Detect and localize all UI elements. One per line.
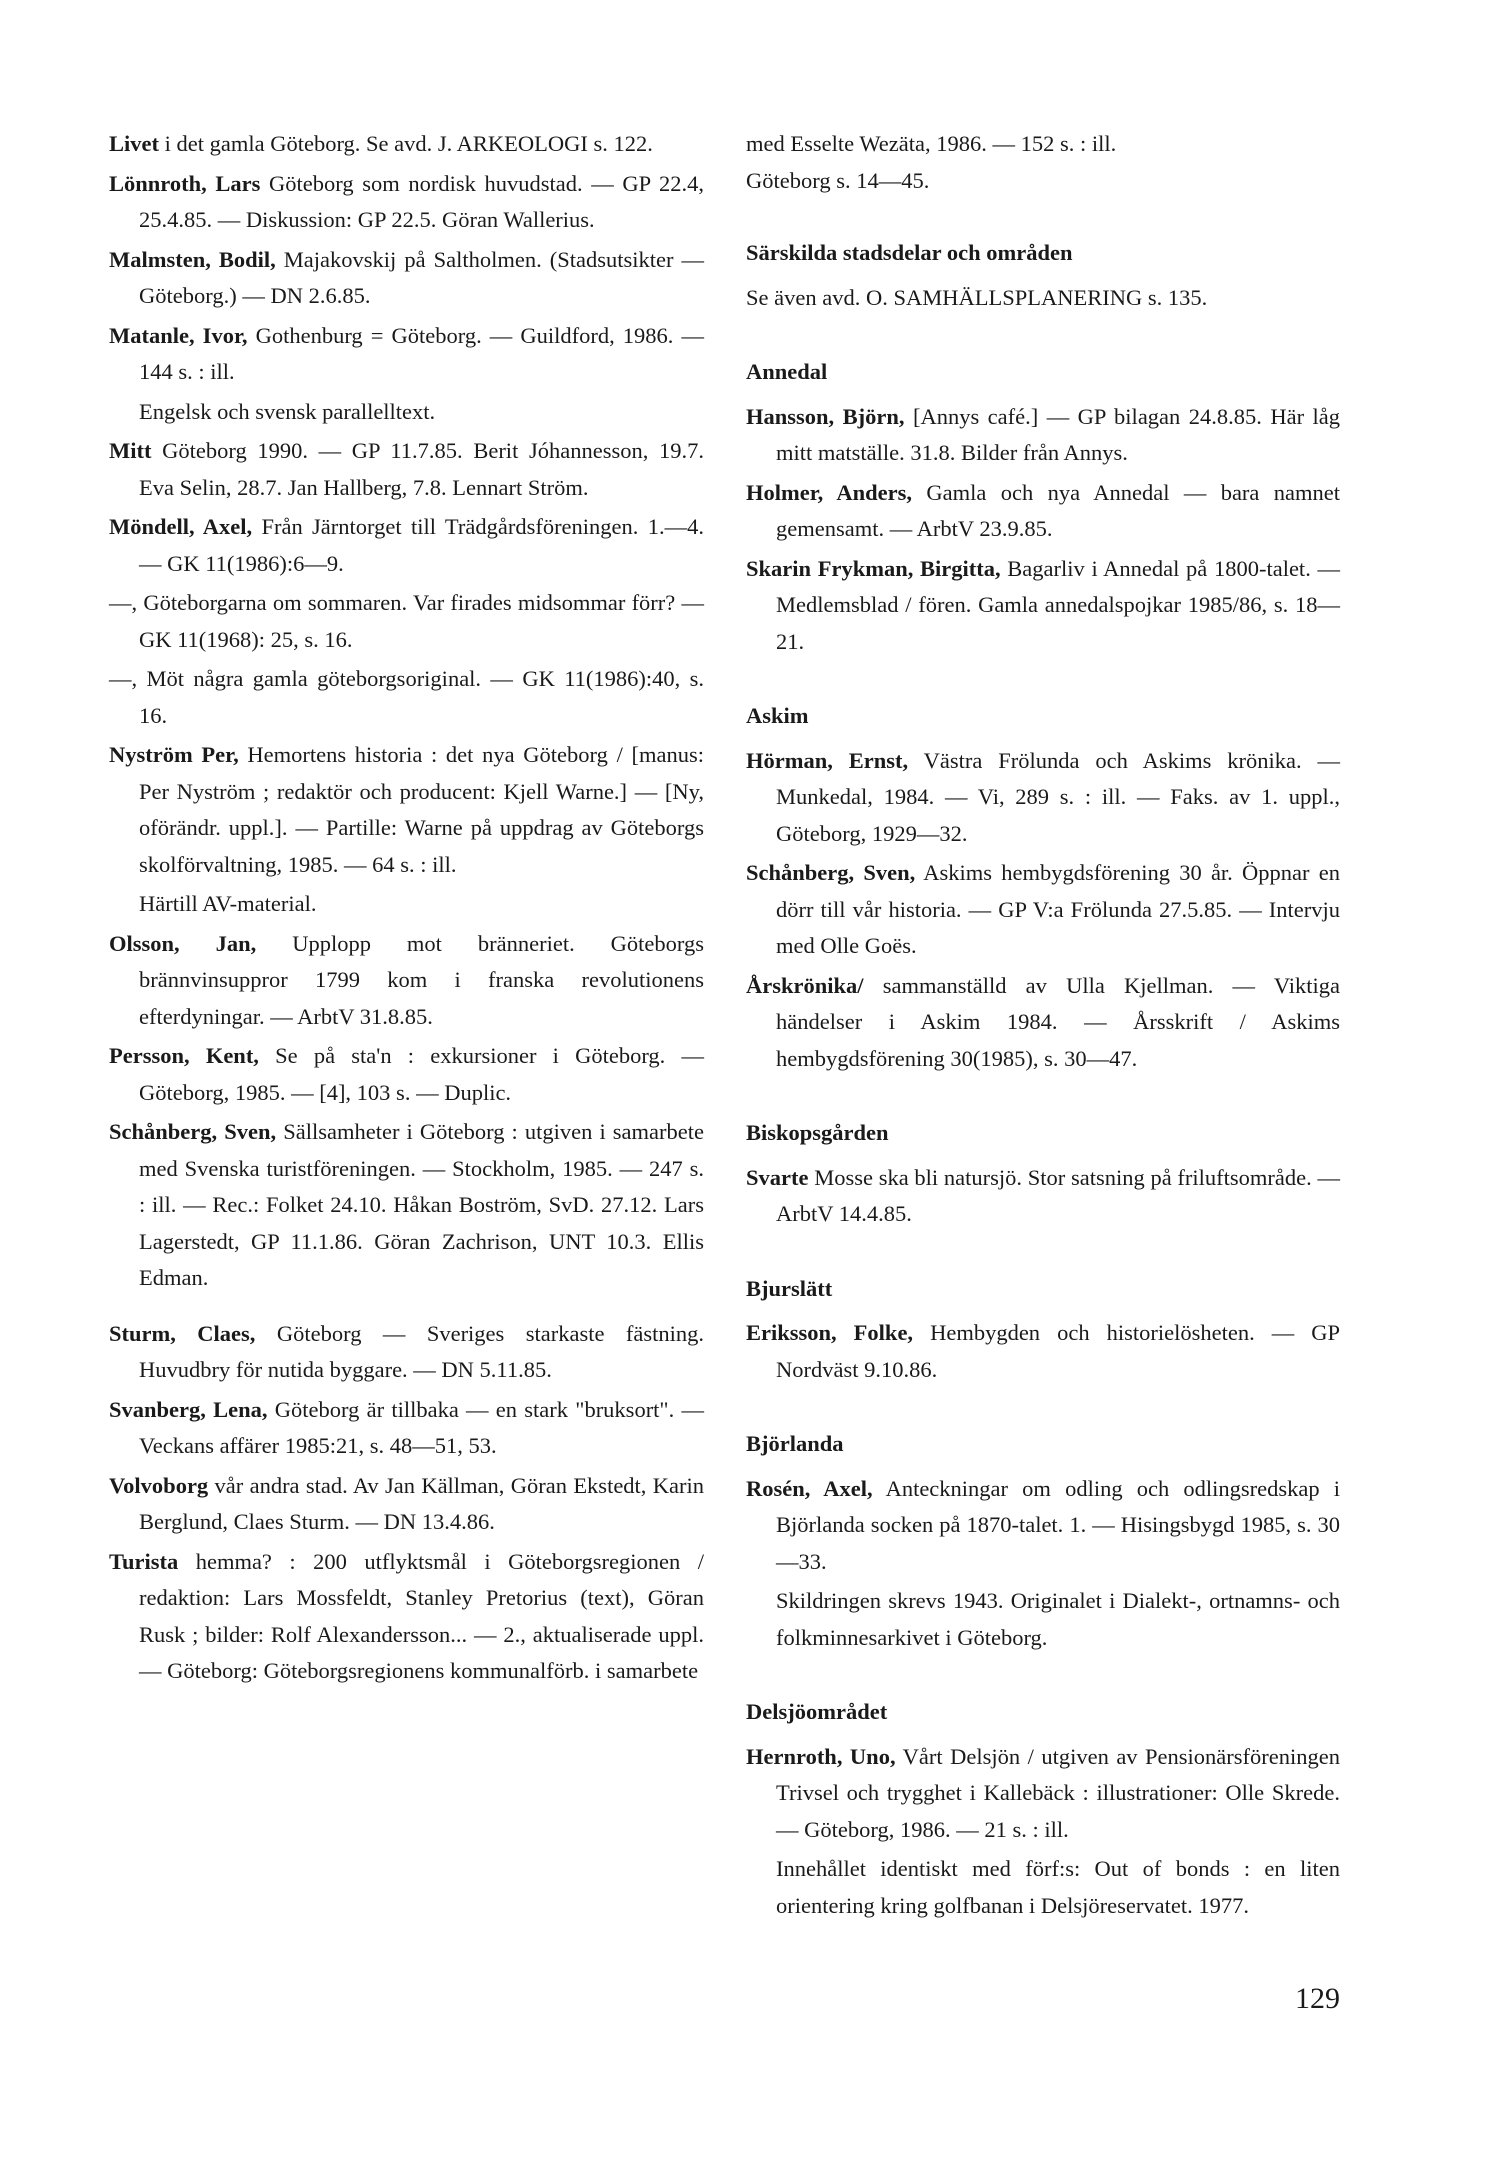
bibliography-entry — [109, 166, 704, 239]
entry-text: Sällsamheter i Göteborg : utgiven i samarbete med Svenska turistföreningen. — Stockholm, 1985. — 247 s. : ill. — Rec.: Folket 24.10. Håkan Boström, SvD. 27.12. Lars Lagerstedt, GP 11.1.86. Göran Zachrison, UNT 10.3. Ellis Edman. — [139, 1119, 704, 1290]
bibliography-entry — [746, 475, 1340, 548]
entry-heading: Eriksson, Folke, — [746, 1320, 914, 1345]
entry-text: Se på sta'n : exkursioner i Göteborg. — Göteborg, 1985. — [4], 103 s. — Duplic. — [139, 1043, 704, 1105]
entry-text: Mosse ska bli natursjö. Stor satsning på friluftsområde. — ArbtV 14.4.85. — [776, 1164, 1340, 1226]
bibliography-entry — [746, 399, 1340, 472]
section-heading: Bjurslätt — [746, 1275, 833, 1301]
entry-text: Gamla och nya Annedal — bara namnet gemensamt. — ArbtV 23.9.85. — [776, 479, 1341, 541]
entry-text: Hemortens historia : det nya Göteborg / [manus: Per Nyström ; redaktör och producent: Kjell Warne.] — [Ny, oförändr. uppl.]. — Partille: Warne på uppdrag av Göteborgs skolförvaltning, 1985. — 64 s. : ill. — [139, 742, 704, 877]
entry-text: Askims hembygdsförening 30 år. Öppnar en dörr till vår historia. — GP V:a Frölunda 27.5.85. — Intervju med Olle Goës. — [776, 860, 1340, 958]
entry-text: —, Göteborgarna om sommaren. Var firades midsommar förr? — GK 11(1968): 25, s. 16. — [109, 590, 704, 652]
bibliography-entry — [109, 585, 704, 658]
entry-text: Från Järntorget till Trädgårdsföreningen. 1.—4. — GK 11(1986):6—9. — [139, 514, 705, 576]
entry-text: Majakovskij på Saltholmen. (Stadsutsikter — Göteborg.) — DN 2.6.85. — [139, 246, 704, 308]
entry-text: sammanställd av Ulla Kjellman. — Viktiga händelser i Askim 1984. — Årsskrift / Askims hembygdsförening 30(1985), s. 30—47. — [776, 972, 1340, 1071]
bibliography-entry — [109, 926, 704, 1036]
bibliography-entry — [746, 1160, 1340, 1233]
bibliography-entry — [109, 737, 704, 883]
section-heading: Björlanda — [746, 1431, 844, 1456]
entry-note: Skildringen skrevs 1943. Originalet i Dialekt-, ortnamns- och folkminnesarkivet i Göteborg. — [776, 1588, 1340, 1650]
entry-heading: Schånberg, Sven, — [109, 1119, 277, 1144]
entry-text: Göteborg som nordisk huvudstad. — GP 22.4, 25.4.85. — Diskussion: GP 22.5. Göran Wallerius. — [139, 170, 704, 232]
right-column — [746, 126, 1340, 1927]
entry-heading: Turista — [109, 1548, 179, 1574]
bibliography-entry — [109, 126, 704, 163]
entry-text: Bagarliv i Annedal på 1800-talet. — Medlemsblad / fören. Gamla annedalspojkar 1985/86, s. 18—21. — [776, 555, 1340, 654]
entry-text: i det gamla Göteborg. Se avd. J. ARKEOLOGI s. 122. — [159, 131, 653, 156]
entry-text: Anteckningar om odling och odlingsredskap i Björlanda socken på 1870-talet. 1. — Hisingsbygd 1985, s. 30—33. — [776, 1475, 1341, 1574]
entry-text: Vårt Delsjön / utgiven av Pensionärsföreningen Trivsel och trygghet i Kallebäck : illustrationer: Olle Skrede. — Göteborg, 1986. — 21 s. : ill. — [776, 1743, 1340, 1842]
bibliography-entry — [109, 1392, 704, 1465]
entry-heading: Lönnroth, Lars — [109, 170, 261, 196]
entry-heading: Mitt — [109, 438, 152, 463]
entry-heading: Holmer, Anders, — [746, 479, 913, 505]
entry-heading: Möndell, Axel, — [109, 514, 253, 539]
bibliography-entry — [746, 855, 1340, 965]
entry-note: Innehållet identiskt med förf:s: Out of bonds : en liten orientering kring golfbanan i Delsjöreservatet. 1977. — [776, 1856, 1340, 1918]
section-heading: Särskilda stadsdelar och områden — [746, 240, 1073, 265]
entry-heading: Matanle, Ivor, — [109, 322, 248, 348]
entry-heading: Sturm, Claes, — [109, 1320, 256, 1346]
entry-heading: Hörman, Ernst, — [746, 747, 909, 773]
entry-text: Upplopp mot bränneriet. Göteborgs brännvinsuppror 1799 kom i franska revolutionens efterdyningar. — ArbtV 31.8.85. — [139, 930, 705, 1029]
entry-heading: Hansson, Björn, — [746, 403, 905, 429]
entry-text: Göteborg — Sveriges starkaste fästning. Huvudbry för nutida byggare. — DN 5.11.85. — [139, 1320, 705, 1382]
bibliography-entry — [746, 551, 1340, 661]
entry-heading: Hernroth, Uno, — [746, 1743, 896, 1769]
bibliography-entry — [109, 433, 704, 506]
bibliography-entry — [109, 1038, 704, 1111]
bibliography-entry — [746, 743, 1340, 853]
bibliography-entry — [109, 242, 704, 315]
entry-text: Hembygden och historielösheten. — GP Nordväst 9.10.86. — [776, 1320, 1340, 1382]
entry-heading: Livet — [109, 131, 159, 156]
section-heading: Annedal — [746, 359, 828, 384]
see-also-reference: Se även avd. O. SAMHÄLLSPLANERING s. 135. — [746, 284, 1208, 310]
entry-text: [Annys café.] — GP bilagan 24.8.85. Här låg mitt matställe. 31.8. Bilder från Annys. — [776, 403, 1341, 465]
continuation-line: Göteborg s. 14—45. — [746, 167, 930, 193]
entry-text: Västra Frölunda och Askims krönika. — Munkedal, 1984. — Vi, 289 s. : ill. — Faks. av 1. uppl., Göteborg, 1929—32. — [776, 747, 1340, 846]
entry-note: Härtill AV-material. — [139, 891, 317, 916]
entry-heading: Svarte — [746, 1164, 809, 1190]
sections-container — [746, 354, 1340, 1924]
entry-text: vår andra stad. Av Jan Källman, Göran Ekstedt, Karin Berglund, Claes Sturm. — DN 13.4.86. — [139, 1472, 704, 1534]
left-column — [109, 126, 704, 1693]
bibliography-entry — [746, 1739, 1340, 1849]
bibliography-entry — [109, 509, 704, 582]
entry-note: Engelsk och svensk parallelltext. — [139, 398, 436, 424]
entry-text: Göteborg 1990. — GP 11.7.85. Berit Jóhannesson, 19.7. Eva Selin, 28.7. Jan Hallberg, 7.8. Lennart Ström. — [139, 438, 704, 500]
entry-text: Göteborg är tillbaka — en stark "bruksort". — Veckans affärer 1985:21, s. 48—51, 53. — [139, 1396, 704, 1458]
bibliography-entry — [109, 318, 704, 391]
entry-heading: Svanberg, Lena, — [109, 1396, 268, 1422]
entry-heading: Schånberg, Sven, — [746, 860, 916, 885]
page-number: 129 — [1295, 1982, 1340, 2015]
entry-heading: Persson, Kent, — [109, 1043, 259, 1068]
entry-heading: Årskrönika/ — [746, 972, 864, 998]
entry-text: —, Möt några gamla göteborgsoriginal. — GK 11(1986):40, s. 16. — [109, 666, 704, 728]
entry-heading: Nyström Per, — [109, 742, 239, 767]
section-heading: Delsjöområdet — [746, 1699, 888, 1724]
entry-heading: Malmsten, Bodil, — [109, 246, 276, 272]
bibliography-entry — [746, 1315, 1340, 1388]
bibliography-entry — [109, 1468, 704, 1541]
entry-text: Gothenburg = Göteborg. — Guildford, 1986. — 144 s. : ill. — [139, 322, 704, 384]
entry-heading: Olsson, Jan, — [109, 930, 257, 956]
section-heading: Askim — [746, 703, 809, 728]
bibliography-entry — [746, 1471, 1340, 1581]
entry-text: hemma? : 200 utflyktsmål i Göteborgsregionen / redaktion: Lars Mossfeldt, Stanley Pretorius (text), Göran Rusk ; bilder: Rolf Alexandersson... — 2., aktualiserade uppl. — Göteborg: Göteborgsregionens kommunalförb. i samarbete — [139, 1548, 704, 1683]
bibliography-entry — [109, 1544, 704, 1690]
entry-heading: Volvoborg — [109, 1472, 209, 1498]
continuation-line: med Esselte Wezäta, 1986. — 152 s. : ill. — [746, 131, 1117, 156]
bibliography-entry — [746, 968, 1340, 1078]
bibliography-entry — [109, 1316, 704, 1389]
entry-heading: Skarin Frykman, Birgitta, — [746, 555, 1001, 581]
spacer — [109, 1300, 704, 1316]
section-heading: Biskopsgården — [746, 1120, 889, 1145]
entry-heading: Rosén, Axel, — [746, 1475, 873, 1501]
bibliography-entry — [109, 661, 704, 734]
bibliography-entry — [109, 1114, 704, 1297]
